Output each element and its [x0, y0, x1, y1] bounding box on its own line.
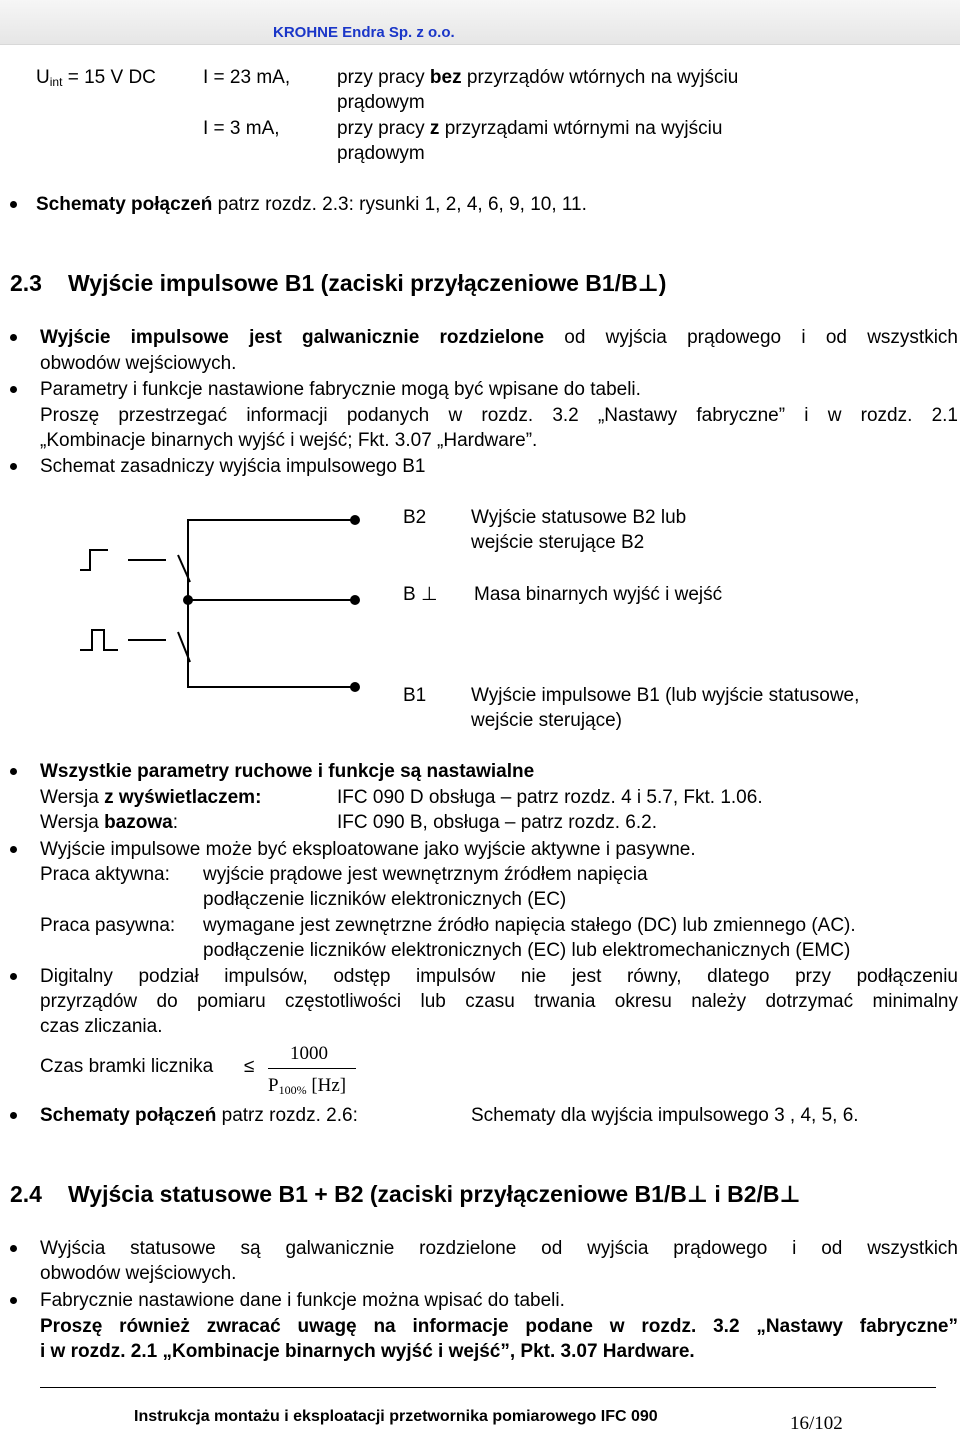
s23-bullet-2-line3: „Kombinacje binarnych wyjść i wejść; Fkt. 3.07 „Hardware”.	[40, 430, 538, 451]
section-24-title: Wyjścia statusowe B1 + B2 (zaciski przyłączeniowe B1/B⊥ i B2/B⊥	[68, 1181, 801, 1207]
terminal-b1-label: B1	[403, 685, 427, 706]
footer-rule	[40, 1387, 936, 1388]
current-1-text-line2: prądowym	[337, 92, 425, 113]
junction-dot	[183, 595, 193, 605]
current-1: I = 23 mA,	[203, 67, 291, 88]
terminal-b1-desc-2: wejście sterujące)	[471, 710, 622, 731]
formula-le: ≤	[244, 1056, 255, 1077]
wire-b2	[188, 520, 355, 582]
version-display-value: IFC 090 D obsługa – patrz rozdz. 4 i 5.7, Fkt. 1.06.	[337, 787, 763, 808]
terminal-b2-desc-2: wejście sterujące B2	[471, 532, 645, 553]
params-heading: Wszystkie parametry ruchowe i funkcje są nastawialne	[40, 761, 535, 782]
terminal-b1-dot	[350, 682, 360, 692]
pulse-symbol	[80, 630, 118, 650]
bullet	[10, 1112, 17, 1119]
page-number: 16/102	[790, 1413, 843, 1434]
s23-bullet-1-line2: obwodów wejściowych.	[40, 353, 237, 374]
bullet	[10, 463, 17, 470]
uint-line	[36, 65, 156, 96]
current-2-text: przy pracy z przyrządami wtórnymi na wyjściu	[337, 118, 723, 139]
s23-bullet-2-line2: Proszę przestrzegać informacji podanych w rozdz. 3.2 „Nastawy fabryczne” i w rozdz. 2.1	[40, 405, 958, 426]
terminal-b1-desc: Wyjście impulsowe B1 (lub wyjście statusowe,	[471, 685, 860, 706]
current-2: I = 3 mA,	[203, 118, 280, 139]
formula-numerator: 1000	[290, 1043, 328, 1064]
fraction-bar	[268, 1068, 356, 1069]
s23-bullet-3: Schemat zasadniczy wyjścia impulsowego B1	[40, 456, 426, 477]
params-bullet-3-line3: czas zliczania.	[40, 1016, 163, 1037]
version-basic-value: IFC 090 B, obsługa – patrz rozdz. 6.2.	[337, 812, 658, 833]
s23-bullet-2: Parametry i funkcje nastawione fabrycznie mogą być wpisane do tabeli.	[40, 379, 641, 400]
current-2-text-line2: prądowym	[337, 143, 425, 164]
section-23-number: 2.3	[10, 270, 42, 296]
passive-label: Praca pasywna:	[40, 915, 176, 936]
passive-text-2: podłączenie liczników elektronicznych (EC) lub elektromechanicznych (EMC)	[203, 940, 851, 961]
bullet	[10, 1297, 17, 1304]
active-label: Praca aktywna:	[40, 864, 170, 885]
footer-title: Instrukcja montażu i eksploatacji przetwornika pomiarowego IFC 090	[134, 1408, 658, 1425]
uint-symbol: U	[36, 67, 50, 88]
bullet	[10, 973, 17, 980]
terminal-bgnd-dot	[350, 595, 360, 605]
s24-bullet-2-bold-2: i w rozdz. 2.1 „Kombinacje binarnych wyjść i wejść”, Pkt. 3.07 Hardware.	[40, 1341, 695, 1362]
bullet	[10, 386, 17, 393]
bullet	[10, 201, 17, 208]
current-1-text: przy pracy bez przyrządów wtórnych na wyjściu	[337, 67, 739, 88]
s23-bullet-1: Wyjście impulsowe jest galwanicznie rozdzielone od wyjścia prądowego i od wszystkich	[40, 327, 958, 348]
passive-text-1: wymagane jest zewnętrzne źródło napięcia stałego (DC) lub zmiennego (AC).	[203, 915, 856, 936]
bullet	[10, 334, 17, 341]
formula-denominator: $P_{100\%}$ [Hz]	[268, 1075, 347, 1097]
params-bullet-3-line2: przyrządów do pomiaru częstotliwości lub czasu trwania okresu należy dotrzymać minimalny	[40, 991, 958, 1012]
bullet	[10, 846, 17, 853]
params-bullet-4-right: Schematy dla wyjścia impulsowego 3 , 4, 5, 6.	[471, 1105, 859, 1126]
s24-bullet-1-line2: obwodów wejściowych.	[40, 1263, 237, 1284]
active-text-1: wyjście prądowe jest wewnętrznym źródłem napięcia	[203, 864, 648, 885]
formula-label: Czas bramki licznika	[40, 1056, 214, 1077]
terminal-bgnd-label: B ⊥	[403, 584, 438, 605]
terminal-b2-label: B2	[403, 507, 427, 528]
header-band	[0, 0, 960, 45]
bullet	[10, 768, 17, 775]
version-display: Wersja z wyświetlaczem:	[40, 787, 262, 808]
wire-b1	[188, 662, 355, 687]
company-name: KROHNE Endra Sp. z o.o.	[273, 24, 455, 41]
uint-subscript: int	[49, 75, 63, 89]
step-symbol	[80, 550, 108, 570]
bullet	[10, 1245, 17, 1252]
section-24-number: 2.4	[10, 1181, 42, 1207]
s24-bullet-1-line1: Wyjścia statusowe są galwanicznie rozdzielone od wyjścia prądowego i od wszystkich	[40, 1238, 958, 1259]
s24-bullet-2: Fabrycznie nastawione dane i funkcje można wpisać do tabeli.	[40, 1290, 565, 1311]
schemat-23-line: Schematy połączeń patrz rozdz. 2.3: rysunki 1, 2, 4, 6, 9, 10, 11.	[36, 194, 587, 215]
uint-value: = 15 V DC	[62, 67, 156, 88]
params-bullet-3-line1: Digitalny podział impulsów, odstęp impulsów nie jest równy, dlatego przy podłączeniu	[40, 966, 958, 987]
section-23-title: Wyjście impulsowe B1 (zaciski przyłączeniowe B1/B⊥)	[68, 270, 667, 296]
params-bullet-4: Schematy połączeń patrz rozdz. 2.6:	[40, 1105, 358, 1126]
terminal-b2-dot	[350, 515, 360, 525]
terminal-b2-desc: Wyjście statusowe B2 lub	[471, 507, 687, 528]
version-basic: Wersja bazowa:	[40, 812, 178, 833]
terminal-bgnd-desc: Masa binarnych wyjść i wejść	[474, 584, 723, 605]
params-bullet-2: Wyjście impulsowe może być eksploatowane jako wyjście aktywne i pasywne.	[40, 839, 696, 860]
s24-bullet-2-bold-1: Proszę również zwracać uwagę na informacje podane w rozdz. 3.2 „Nastawy fabryczne”	[40, 1316, 958, 1337]
active-text-2: podłączenie liczników elektronicznych (EC)	[203, 889, 567, 910]
